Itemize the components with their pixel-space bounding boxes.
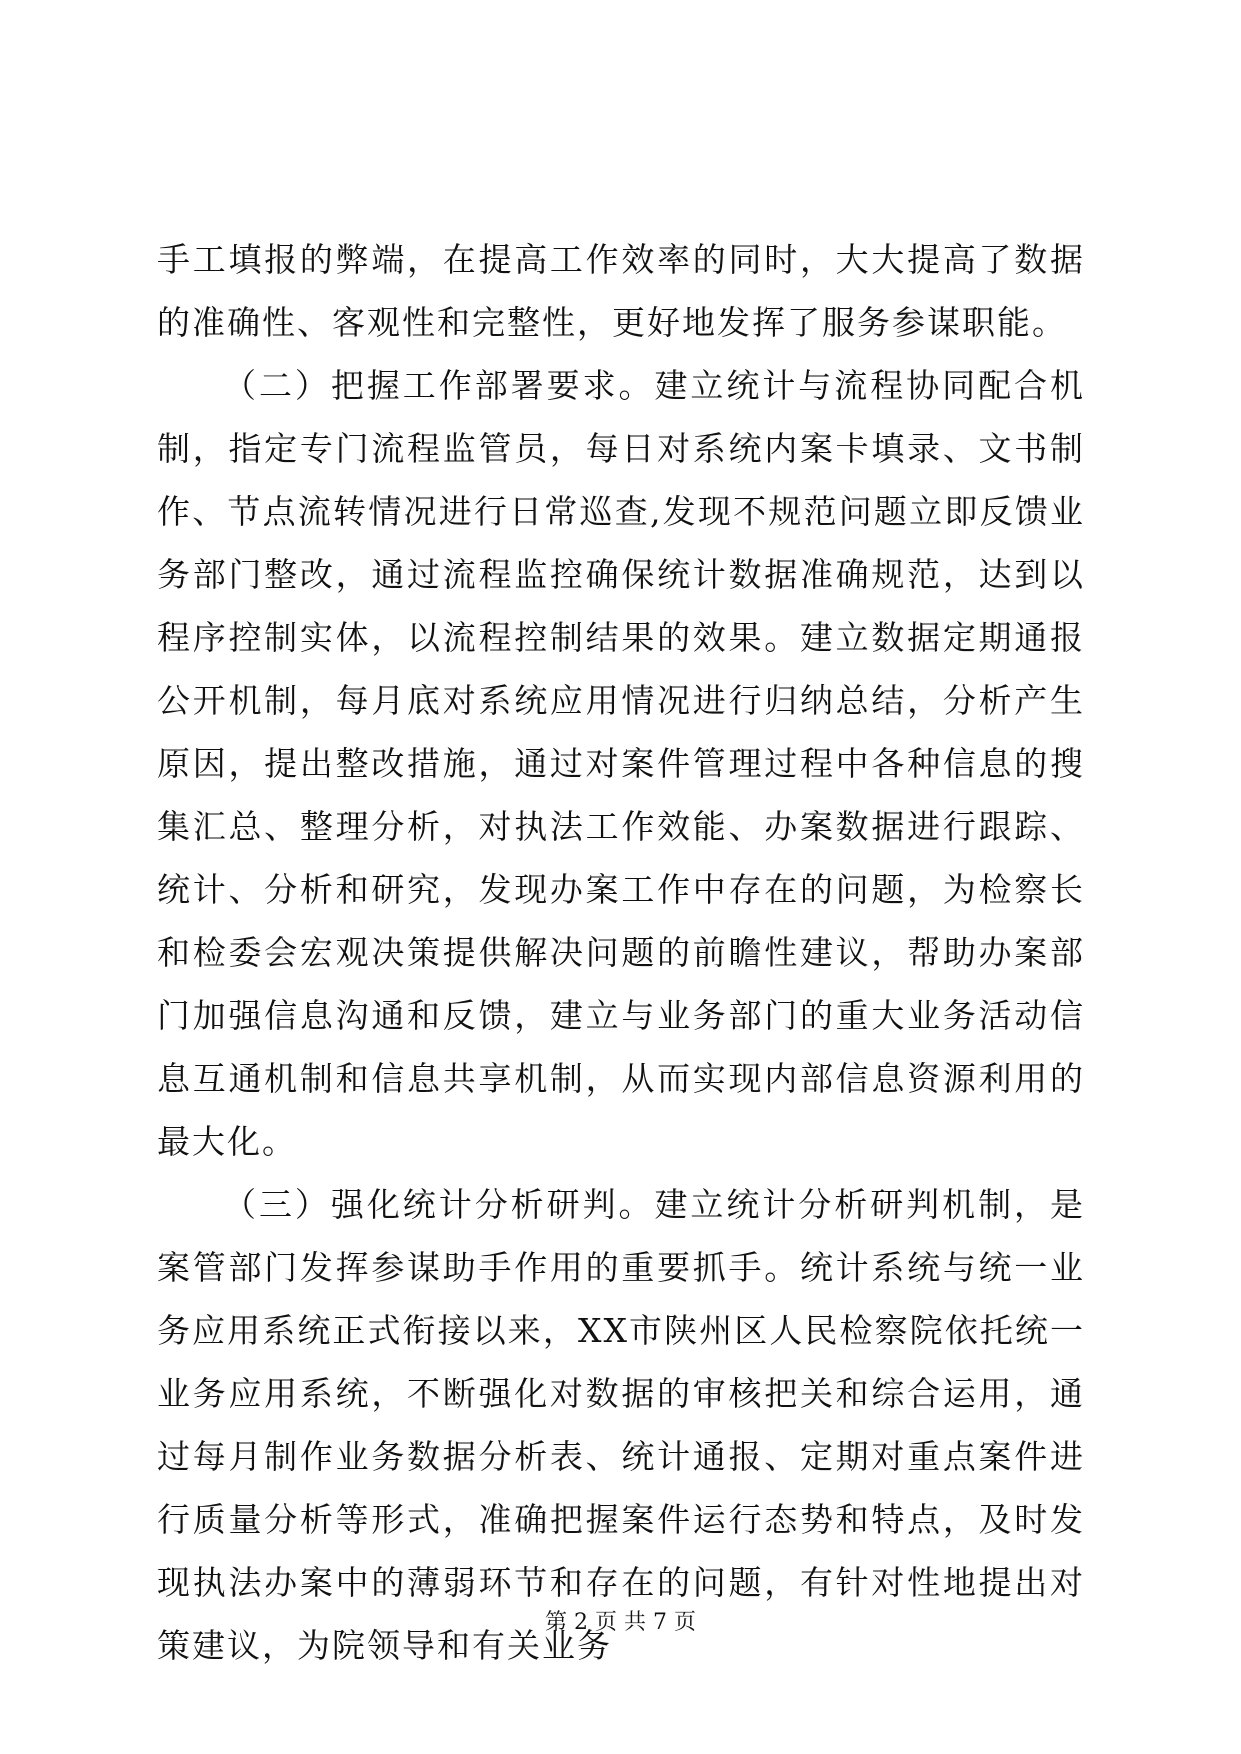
paragraph-section-3: （三）强化统计分析研判。建立统计分析研判机制，是案管部门发挥参谋助手作用的重要抓手。统计系统与统一业务应用系统正式衔接以来，XX市陕州区人民检察院依托统一业务应用系统，不断强化对数据的审核把关和综合运用，通过每月制作业务数据分析表、统计通报、定期对重点案件进行质量分析等形式，准确把握案件运行态势和特点，及时发现执法办案中的薄弱环节和存在的问题，有针对性地提出对策建议，为院领导和有关业务 [157, 1185, 1085, 1665]
paragraph-continuation: 手工填报的弊端，在提高工作效率的同时，大大提高了数据的准确性、客观性和完整性，更好地发挥了服务参谋职能。 [157, 240, 1085, 342]
document-body [157, 228, 1085, 1677]
page-footer: 第 2 页 共 7 页 [545, 1610, 696, 1635]
paragraph-section-2: （二）把握工作部署要求。建立统计与流程协同配合机制，指定专门流程监管员，每日对系统内案卡填录、文书制作、节点流转情况进行日常巡查,发现不规范问题立即反馈业务部门整改，通过流程监控确保统计数据准确规范，达到以程序控制实体，以流程控制结果的效果。建立数据定期通报公开机制，每月底对系统应用情况进行归纳总结，分析产生原因，提出整改措施，通过对案件管理过程中各种信息的搜集汇总、整理分析，对执法工作效能、办案数据进行跟踪、统计、分析和研究，发现办案工作中存在的问题，为检察长和检委会宏观决策提供解决问题的前瞻性建议，帮助办案部门加强信息沟通和反馈，建立与业务部门的重大业务活动信息互通机制和信息共享机制，从而实现内部信息资源利用的最大化。 [157, 366, 1085, 1161]
